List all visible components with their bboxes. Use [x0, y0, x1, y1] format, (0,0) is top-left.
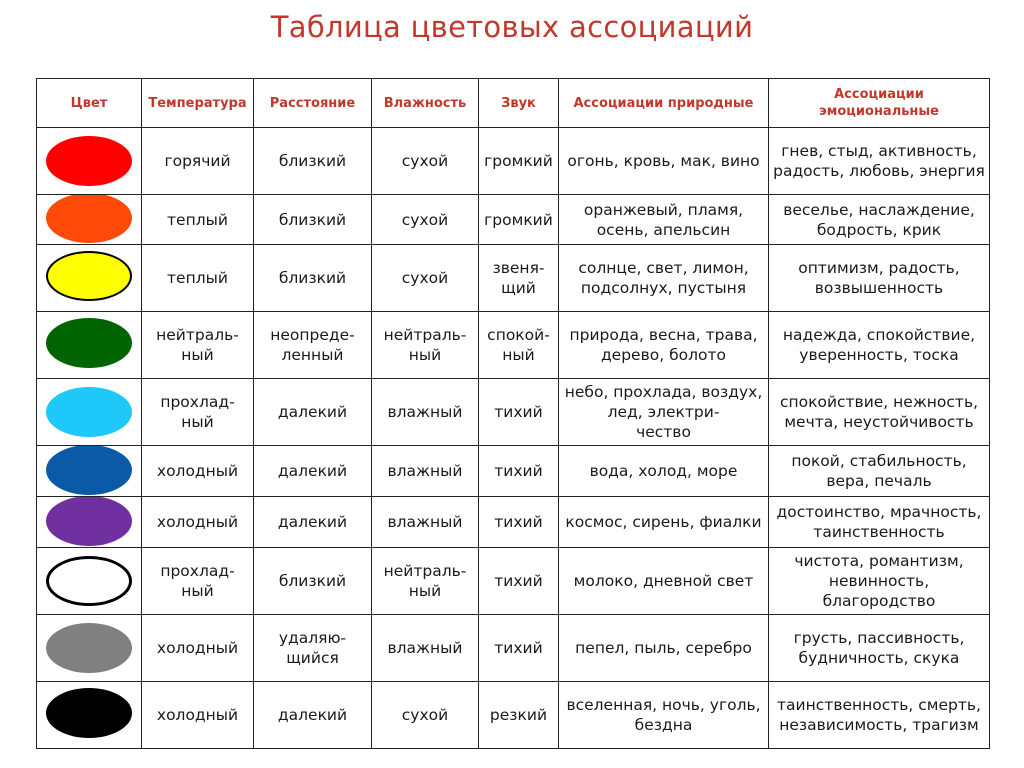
table-row [37, 195, 990, 245]
cell-temperature: теплый [142, 195, 254, 245]
cell-humidity: влажный [372, 497, 479, 548]
cell-sound: громкий [479, 195, 559, 245]
cell-emotional: достоинство, мрачность, таинственность [769, 497, 990, 548]
page-title: Таблица цветовых ассоциаций [270, 10, 754, 44]
cell-distance: неопреде- ленный [254, 312, 372, 379]
table-row [37, 245, 990, 312]
cell-temperature: холодный [142, 615, 254, 682]
cell-temperature: горячий [142, 128, 254, 195]
cell-humidity: сухой [372, 195, 479, 245]
swatch-cell [37, 446, 142, 497]
swatch-cell [37, 245, 142, 312]
table-row [37, 497, 990, 548]
cell-emotional: чистота, романтизм, невинность, благородство [769, 548, 990, 615]
color-swatch-gray [46, 623, 132, 673]
cell-natural: вселенная, ночь, уголь, бездна [559, 682, 769, 749]
cell-sound: тихий [479, 497, 559, 548]
color-swatch-green [46, 318, 132, 368]
cell-humidity: сухой [372, 128, 479, 195]
cell-sound: спокой- ный [479, 312, 559, 379]
swatch-cell [37, 195, 142, 245]
cell-natural: природа, весна, трава, дерево, болото [559, 312, 769, 379]
header-natural: Ассоциации природные [559, 79, 769, 128]
cell-natural: солнце, свет, лимон, подсолнух, пустыня [559, 245, 769, 312]
cell-temperature: холодный [142, 497, 254, 548]
cell-emotional: веселье, наслаждение, бодрость, крик [769, 195, 990, 245]
cell-natural: оранжевый, пламя, осень, апельсин [559, 195, 769, 245]
cell-humidity: нейтраль- ный [372, 548, 479, 615]
cell-emotional: таинственность, смерть, независимость, трагизм [769, 682, 990, 749]
cell-natural: космос, сирень, фиалки [559, 497, 769, 548]
swatch-cell [37, 497, 142, 548]
cell-emotional: грусть, пассивность, будничность, скука [769, 615, 990, 682]
cell-distance: далекий [254, 379, 372, 446]
header-color: Цвет [37, 79, 142, 128]
color-swatch-light-blue [46, 387, 132, 437]
table-row [37, 446, 990, 497]
cell-distance: удаляю- щийся [254, 615, 372, 682]
cell-sound: тихий [479, 615, 559, 682]
cell-sound: звеня- щий [479, 245, 559, 312]
cell-natural: небо, прохлада, воздух, лед, электри- чество [559, 379, 769, 446]
color-swatch-purple [46, 497, 132, 546]
swatch-cell [37, 312, 142, 379]
table-row [37, 312, 990, 379]
cell-humidity: влажный [372, 446, 479, 497]
cell-natural: пепел, пыль, серебро [559, 615, 769, 682]
color-swatch-blue [46, 446, 132, 495]
cell-sound: тихий [479, 548, 559, 615]
cell-natural: огонь, кровь, мак, вино [559, 128, 769, 195]
swatch-cell [37, 682, 142, 749]
cell-emotional: покой, стабильность, вера, печаль [769, 446, 990, 497]
cell-sound: тихий [479, 446, 559, 497]
cell-distance: далекий [254, 682, 372, 749]
cell-humidity: сухой [372, 245, 479, 312]
header-emotional: Ассоциации эмоциональные [769, 79, 990, 128]
color-swatch-black [46, 688, 132, 738]
cell-humidity: влажный [372, 615, 479, 682]
cell-distance: далекий [254, 446, 372, 497]
cell-natural: молоко, дневной свет [559, 548, 769, 615]
swatch-cell [37, 615, 142, 682]
cell-humidity: сухой [372, 682, 479, 749]
cell-emotional: спокойствие, нежность, мечта, неустойчивость [769, 379, 990, 446]
cell-distance: близкий [254, 548, 372, 615]
cell-sound: громкий [479, 128, 559, 195]
color-association-table [36, 78, 990, 749]
color-swatch-orange [46, 195, 132, 244]
cell-humidity: нейтраль- ный [372, 312, 479, 379]
header-sound: Звук [479, 79, 559, 128]
cell-sound: резкий [479, 682, 559, 749]
header-row [37, 79, 990, 128]
cell-temperature: теплый [142, 245, 254, 312]
color-swatch-white [46, 556, 132, 606]
header-distance: Расстояние [254, 79, 372, 128]
color-swatch-red [46, 136, 132, 186]
table-row [37, 615, 990, 682]
swatch-cell [37, 379, 142, 446]
cell-emotional: гнев, стыд, активность, радость, любовь, энергия [769, 128, 990, 195]
header-humidity: Влажность [372, 79, 479, 128]
cell-humidity: влажный [372, 379, 479, 446]
cell-sound: тихий [479, 379, 559, 446]
table-row [37, 379, 990, 446]
swatch-cell [37, 548, 142, 615]
cell-distance: далекий [254, 497, 372, 548]
cell-distance: близкий [254, 245, 372, 312]
cell-temperature: прохлад- ный [142, 548, 254, 615]
cell-natural: вода, холод, море [559, 446, 769, 497]
color-swatch-yellow [46, 251, 132, 301]
cell-temperature: холодный [142, 682, 254, 749]
cell-emotional: оптимизм, радость, возвышенность [769, 245, 990, 312]
table-row [37, 128, 990, 195]
cell-distance: близкий [254, 195, 372, 245]
cell-distance: близкий [254, 128, 372, 195]
cell-temperature: холодный [142, 446, 254, 497]
table-row [37, 682, 990, 749]
cell-temperature: нейтраль- ный [142, 312, 254, 379]
cell-emotional: надежда, спокойствие, уверенность, тоска [769, 312, 990, 379]
swatch-cell [37, 128, 142, 195]
header-temperature: Температура [142, 79, 254, 128]
table-row [37, 548, 990, 615]
cell-temperature: прохлад- ный [142, 379, 254, 446]
